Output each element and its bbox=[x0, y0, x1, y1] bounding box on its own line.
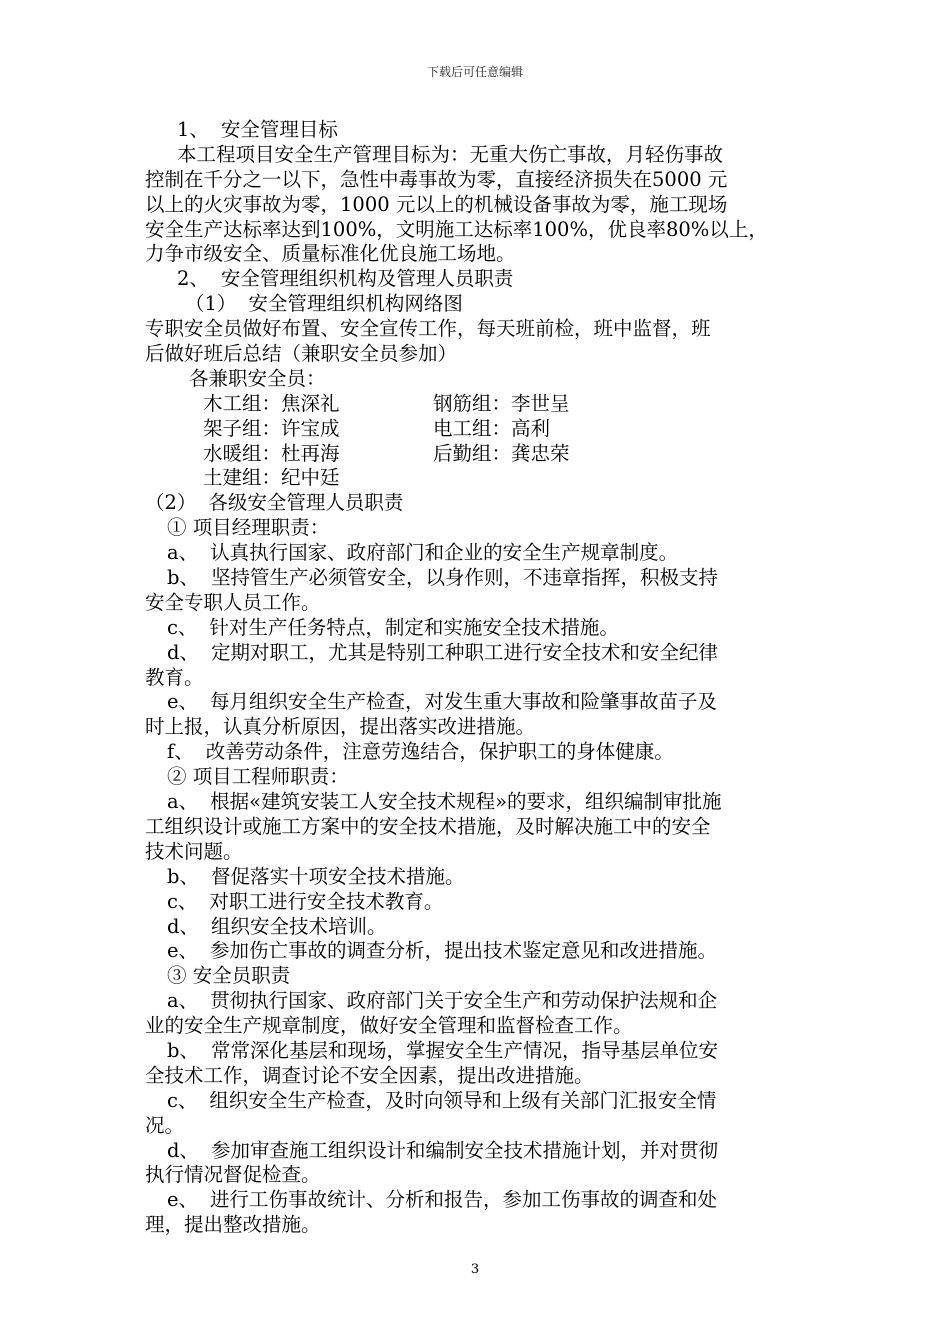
duty-text: 督促落实十项安全技术措施。 bbox=[210, 864, 465, 888]
paragraph-line: 控制在千分之一以下，急性中毒事故为零，直接经济损失在5000 元 bbox=[145, 167, 728, 191]
duty-marker: e、 bbox=[167, 1188, 199, 1212]
duty-line: 安全专职人员工作。 bbox=[145, 590, 321, 614]
roster-entry: 钢筋组：李世呈 bbox=[433, 391, 570, 415]
duty-text: 根据«建筑安装工人安全技术规程»的要求，组织编制审批施 bbox=[210, 790, 722, 814]
duty-marker: c、 bbox=[167, 1088, 198, 1112]
section-title: 安全管理目标 bbox=[220, 118, 338, 141]
duty-line bbox=[145, 541, 810, 566]
roster-row bbox=[145, 417, 810, 442]
roster-title: 各兼职安全员： bbox=[189, 366, 326, 390]
duty-line bbox=[145, 740, 810, 765]
duty-text: 改善劳动条件，注意劳逸结合，保护职工的身体健康。 bbox=[205, 740, 674, 764]
duty-marker: f、 bbox=[167, 740, 194, 764]
duty-text: 针对生产任务特点，制定和实施安全技术措施。 bbox=[209, 615, 619, 639]
subsection-title: 各级安全管理人员职责 bbox=[208, 491, 404, 515]
duty-line: 况。 bbox=[145, 1113, 185, 1137]
duty-marker: a、 bbox=[167, 989, 199, 1013]
subsection-heading bbox=[145, 292, 810, 317]
subsection-title: 安全管理组织机构网络图 bbox=[248, 292, 463, 316]
duty-text: 贯彻执行国家、政府部门关于安全生产和劳动保护法规和企 bbox=[210, 989, 718, 1013]
duty-line bbox=[145, 1089, 810, 1114]
duty-line bbox=[145, 566, 810, 591]
duty-line bbox=[145, 641, 810, 666]
duty-line bbox=[145, 616, 810, 641]
paragraph-line: 力争市级安全、质量标准化优良施工场地。 bbox=[145, 242, 516, 266]
duty-line: 理，提出整改措施。 bbox=[145, 1213, 321, 1237]
paragraph-line: 本工程项目安全生产管理目标为：无重大伤亡事故，月轻伤事故 bbox=[177, 142, 724, 166]
roster-entry: 木工组：焦深礼 bbox=[203, 391, 340, 415]
duty-line bbox=[145, 915, 810, 940]
roster-row bbox=[145, 392, 810, 417]
duty-line bbox=[145, 890, 810, 915]
duty-marker: b、 bbox=[167, 864, 199, 888]
duty-marker: d、 bbox=[167, 640, 199, 664]
subsection-number: （1） bbox=[185, 292, 237, 316]
duty-marker: b、 bbox=[167, 1038, 199, 1062]
duty-line: 全技术工作，调查讨论不安全因素，提出改进措施。 bbox=[145, 1063, 594, 1087]
duty-line bbox=[145, 939, 810, 964]
duty-text: 组织安全技术培训。 bbox=[210, 914, 387, 938]
paragraph-line: 以上的火灾事故为零，1000 元以上的机械设备事故为零，施工现场 bbox=[145, 192, 728, 216]
duty-marker: c、 bbox=[167, 889, 198, 913]
duty-line: 技术问题。 bbox=[145, 839, 243, 863]
duty-marker: d、 bbox=[167, 1138, 199, 1162]
duty-line bbox=[145, 1188, 810, 1213]
duty-line: 工组织设计或施工方案中的安全技术措施，及时解决施工中的安全 bbox=[145, 814, 711, 838]
duty-marker: e、 bbox=[167, 690, 199, 714]
roster-entry: 电工组：高利 bbox=[433, 416, 551, 440]
duty-line: 时上报，认真分析原因，提出落实改进措施。 bbox=[145, 715, 536, 739]
page-number: 3 bbox=[470, 1262, 480, 1277]
duty-text: 进行工伤事故统计、分析和报告，参加工伤事故的调查和处 bbox=[210, 1188, 718, 1212]
duty-line: 教育。 bbox=[145, 665, 204, 689]
duty-text: 组织安全生产检查，及时向领导和上级有关部门汇报安全情 bbox=[209, 1088, 717, 1112]
roster-entry: 土建组：纪中廷 bbox=[203, 466, 340, 490]
duty-line bbox=[145, 989, 810, 1014]
duty-marker: c、 bbox=[167, 615, 198, 639]
duty-line bbox=[145, 690, 810, 715]
role-heading: ② 项目工程师职责： bbox=[167, 765, 349, 789]
section-heading bbox=[145, 118, 810, 143]
duty-text: 参加审查施工组织设计和编制安全技术措施计划，并对贯彻 bbox=[210, 1138, 718, 1162]
roster-row bbox=[145, 442, 810, 467]
duty-text: 对职工进行安全技术教育。 bbox=[209, 889, 444, 913]
paragraph-line: 后做好班后总结（兼职安全员参加） bbox=[145, 342, 458, 366]
roster-entry: 架子组：许宝成 bbox=[203, 416, 340, 440]
duty-line bbox=[145, 865, 810, 890]
duty-line bbox=[145, 1139, 810, 1164]
duty-line: 执行情况督促检查。 bbox=[145, 1163, 321, 1187]
roster-entry: 水暖组：杜再海 bbox=[203, 441, 340, 465]
duty-line: 业的安全生产规章制度，做好安全管理和监督检查工作。 bbox=[145, 1014, 633, 1038]
duty-text: 定期对职工，尤其是特别工种职工进行安全技术和安全纪律 bbox=[210, 640, 718, 664]
duty-text: 参加伤亡事故的调查分析，提出技术鉴定意见和改进措施。 bbox=[210, 939, 718, 963]
role-heading: ① 项目经理职责： bbox=[167, 516, 330, 540]
duty-text: 每月组织安全生产检查，对发生重大事故和险肇事故苗子及 bbox=[210, 690, 718, 714]
paragraph-line: 安全生产达标率达到100%，文明施工达标率100%，优良率80%以上， bbox=[145, 217, 768, 241]
role-heading: ③ 安全员职责 bbox=[167, 964, 291, 988]
duty-marker: d、 bbox=[167, 914, 199, 938]
duty-text: 认真执行国家、政府部门和企业的安全生产规章制度。 bbox=[210, 541, 679, 565]
document-body bbox=[145, 118, 810, 1238]
duty-line bbox=[145, 790, 810, 815]
role-responsibilities bbox=[145, 516, 810, 1238]
subsection-number: （2） bbox=[145, 491, 197, 515]
duty-marker: b、 bbox=[167, 566, 199, 590]
paragraph-line: 专职安全员做好布置、安全宣传工作，每天班前检，班中监督，班 bbox=[145, 317, 711, 341]
roster-entry: 后勤组：龚忠荣 bbox=[433, 441, 570, 465]
duty-marker: a、 bbox=[167, 541, 199, 565]
duty-text: 坚持管生产必须管安全，以身作则，不违章指挥，积极支持 bbox=[210, 566, 718, 590]
duty-marker: e、 bbox=[167, 939, 199, 963]
roster-row bbox=[145, 466, 810, 491]
page-header: 下载后可任意编辑 bbox=[426, 65, 523, 79]
section-number: 2、 bbox=[177, 267, 209, 291]
section-title: 安全管理组织机构及管理人员职责 bbox=[220, 267, 514, 291]
section-heading bbox=[145, 267, 810, 292]
subsection-heading bbox=[145, 491, 810, 516]
section-number: 1、 bbox=[177, 118, 209, 141]
duty-line bbox=[145, 1039, 810, 1064]
duty-text: 常常深化基层和现场，掌握安全生产情况，指导基层单位安 bbox=[210, 1038, 718, 1062]
duty-marker: a、 bbox=[167, 790, 199, 814]
